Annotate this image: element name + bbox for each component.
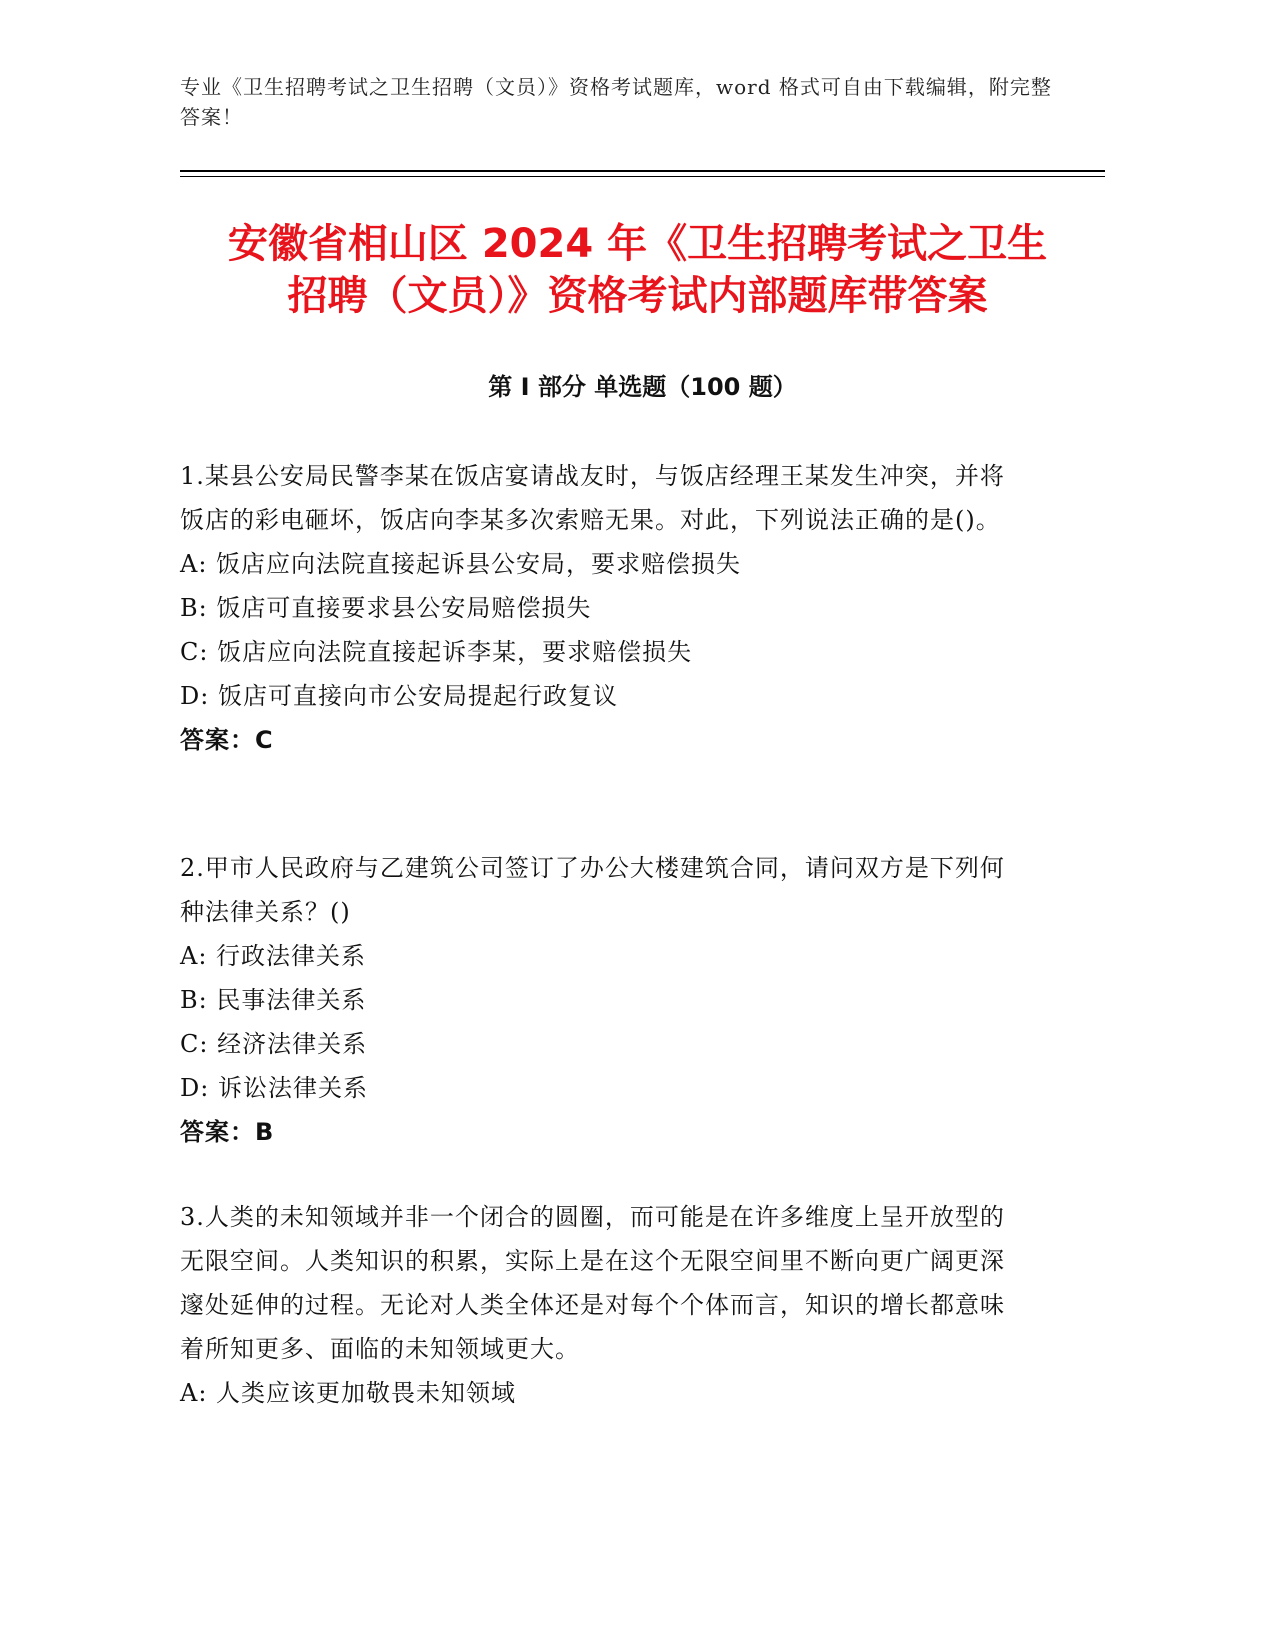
section-heading: 第 I 部分 单选题（100 题） [488, 373, 797, 401]
header-note: 专业《卫生招聘考试之卫生招聘（文员）》资格考试题库，word 格式可自由下载编辑，附完整答案！ [180, 75, 1052, 129]
option-a: A: 饭店应向法院直接起诉县公安局，要求赔偿损失 [180, 550, 742, 578]
document-title-line-1: 安徽省相山区 2024 年《卫生招聘考试之卫生 [227, 221, 1048, 267]
header-divider-thick [180, 170, 1105, 172]
option-c: C: 经济法律关系 [180, 1030, 368, 1058]
question-2 [180, 846, 1020, 1154]
option-a: A: 行政法律关系 [180, 942, 367, 970]
question-stem: 3.人类的未知领域并非一个闭合的圆圈，而可能是在许多维度上呈开放型的无限空间。人类知识的积累，实际上是在这个无限空间里不断向更广阔更深邃处延伸的过程。无论对人类全体还是对每个个体而言，知识的增长都意味着所知更多、面临的未知领域更大。 [180, 1203, 1005, 1363]
option-d: D: 诉讼法律关系 [180, 1074, 368, 1102]
document-title [150, 218, 1125, 322]
question-stem: 1.某县公安局民警李某在饭店宴请战友时，与饭店经理王某发生冲突，并将饭店的彩电砸坏，饭店向李某多次索赔无果。对此，下列说法正确的是()。 [180, 462, 1005, 534]
question-3 [180, 1195, 1020, 1415]
option-c: C: 饭店应向法院直接起诉李某，要求赔偿损失 [180, 638, 693, 666]
option-b: B: 饭店可直接要求县公安局赔偿损失 [180, 594, 592, 622]
option-a: A: 人类应该更加敬畏未知领域 [180, 1379, 517, 1407]
header-divider-thin [180, 176, 1105, 177]
question-1 [180, 454, 1020, 762]
question-stem: 2.甲市人民政府与乙建筑公司签订了办公大楼建筑合同，请问双方是下列何种法律关系？() [180, 854, 1005, 926]
answer-label: 答案：C [180, 726, 274, 754]
option-d: D: 饭店可直接向市公安局提起行政复议 [180, 682, 618, 710]
document-title-line-2: 招聘（文员）》资格考试内部题库带答案 [287, 273, 988, 319]
answer-label: 答案：B [180, 1118, 275, 1146]
option-b: B: 民事法律关系 [180, 986, 367, 1014]
